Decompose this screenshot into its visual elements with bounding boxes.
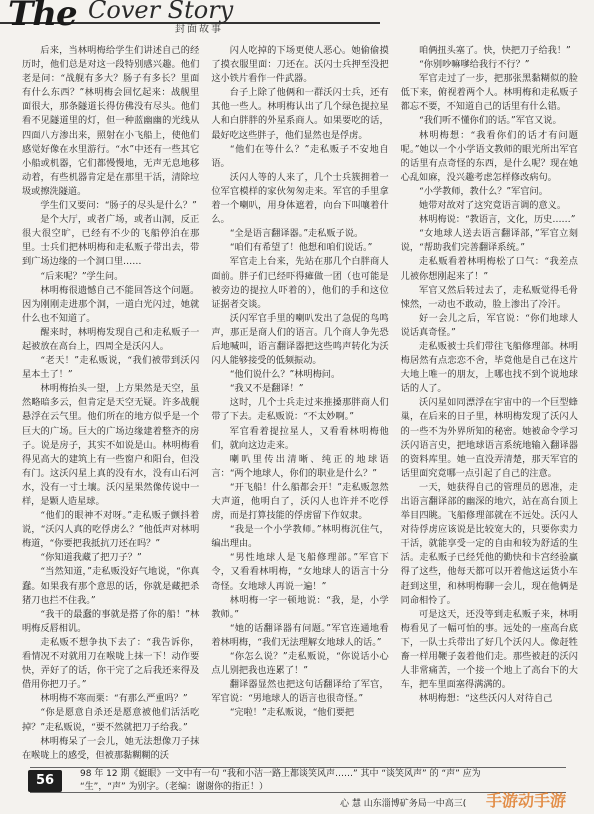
article-paragraph: 沃闪星如同漂浮在宇宙中的一个巨型蜂巢，在后来的日子里，林明梅发现了沃闪人的一些不为外界所知的秘密。她被命令学习沃闪语言史，把地球语言系统地输入翻译器的资料库里。她一直没弄清楚，那天军官的话里面究竟哪一点引起了自己的注意。 — [400, 397, 578, 479]
article-paragraph: “后来呢？”学生问。 — [40, 270, 124, 282]
article-paragraph: 走私贩不想争执下去了：“我告诉你，看情况不对就用刀在喉咙上抹一下！动作要快，弄好了的话，你干完了之后我还来得及借用你把刀子。” — [22, 636, 200, 691]
article-paragraph: “你是愿意自杀还是愿意被他们活活吃掉？”走私贩说，“要不然就把刀子给我。” — [22, 707, 200, 733]
article-paragraph: 可是这天，还没等到走私贩子来，林明梅看见了一幅可怕的事。远处的一座高台底下，一队士兵带出了好几个沃闪人。像赶牲畜一样用鞭子轰着他们走。那些被赶的沃闪人非常痛苦，一个接一个地上了高台下的大车，把车里面塞得满满的。 — [400, 608, 578, 691]
masthead-cover-story: Cover Story — [88, 0, 234, 24]
article-paragraph: 是个大厅，或者广场，或者山洞，反正很大很空旷，已经有不少的飞船停泊在那里。士兵们把林明梅和走私贩子带出去，带到广场边缘的一个洞口里…… — [22, 214, 200, 268]
article-paragraph: “完啦！”走私贩说，“他们要把 — [229, 707, 355, 719]
article-paragraph: 咱俩扭头塞了。快，快把刀子给我！” — [419, 45, 571, 56]
article-paragraph: “男性地球人是飞船修理部。”军官下令，又看看林明梅，“女地球人的语言十分奇怪。女地球人再说一遍！” — [211, 552, 389, 592]
article-paragraph: “小学教师，教什么？”军官问。 — [419, 185, 548, 197]
article-paragraph: 走私贩看着林明梅松了口气：“我差点儿被你想刚起来了！” — [400, 256, 578, 282]
footnote-line-2: “生”，“声” 为别字。（老编：谢谢你的指正！） — [80, 782, 269, 792]
article-paragraph: “你别吵嘛嗲给我行不行？” — [419, 59, 530, 71]
article-paragraph: 醒来时，林明梅发现自己和走私贩子一起被放在高台上，四周全是沃闪人。 — [22, 326, 200, 352]
article-column-2 — [211, 44, 388, 766]
article-paragraph: 林明梅想：“我看你们的话才有问题呢。”她以一个小学语文教师的眼光所出军官的话里有点奇怪的东西，是什么呢？现在她心乱如麻，没兴趣考虑怎样修改病句。 — [400, 129, 578, 183]
article-body — [22, 44, 578, 766]
article-paragraph: “你知道我藏了把刀子？” — [40, 552, 142, 564]
article-paragraph: “开飞船！什么船都会开！”走私贩忽然大声道，他明白了，沃闪人也许并不吃俘虏，而是打算技能的俘虏留下作奴隶。 — [211, 481, 389, 522]
article-column-3 — [401, 44, 578, 766]
footnote-author: 心 慧 山东淄博矿务局一中高三( — [340, 799, 467, 809]
article-paragraph: 沃闪人等的人来了，几个士兵簇拥着一位军官模样的家伙匆匆走来。军官的手里拿着一个喇叭，用身体遮着，向台下叫嚷着什么。 — [211, 171, 389, 226]
article-paragraph: “我干的最蠢的事就是搭了你的船！”林明梅反唇相讥。 — [22, 608, 200, 634]
masthead — [0, 0, 594, 44]
article-paragraph: 林明梅想：“这些沃闪人对待自己 — [419, 693, 553, 705]
article-paragraph: “他们在等什么？”走私贩子不安地自语。 — [211, 143, 389, 169]
article-paragraph: 喇叭里传出清晰、纯正的地球语言：“两个地球人，你们的职业是什么？” — [211, 453, 389, 479]
article-paragraph: “咱们有希望了！他想和咱们说话。” — [229, 242, 373, 254]
article-paragraph: 台子上除了他俩和一群沃闪士兵，还有其他一些人。林明梅认出了几个绿色提拉星人和白胖胖的外星系商人。如果要吃的话，最好吃这些胖子，他们显然也是俘虏。 — [211, 87, 389, 141]
article-paragraph: 军官走过了一步，把那张黑黏糊似的脸低下来，俯视着两个人。林明梅和走私贩子都忘不要，不知道自己的话里有什么错。 — [400, 73, 578, 113]
article-paragraph: 林明梅一字一顿地说：“我，是，小学教师。” — [211, 594, 389, 620]
article-paragraph: 林明梅抬头一望，上方果然是天空，虽然略暗多云，但肯定是天空无疑。许多战舰悬浮在云气里。他们所在的地方似乎是一个巨大的广场。巨大的广场边缘建着整齐的房子。说是房子，其实不如说是山。林明梅看得见高大的建筑上有一些窗户和阳台，但没有门。这沃闪星上真的没有水，没有山石河水，没有一寸土壤。沃闪星果然像传说中一样，是颗人造星球。 — [22, 383, 200, 507]
masthead-subtitle: 封面故事 — [175, 24, 223, 35]
article-paragraph: “当然知道，”走私贩没好气地说，“你真蠢。如果我有那个意思的话，你就是藏把杀猪刀也拦不住我。” — [22, 566, 200, 606]
article-paragraph: “女地球人送去语言翻译部，”军官立刻说，“帮助我们完善翻译系统。” — [400, 228, 578, 254]
article-paragraph: “她的话翻译器有问题。”军官连通地看着林明梅，“我们无法理解女地球人的话。” — [211, 622, 389, 648]
article-paragraph: 一天，她获得自己的管理员的恩准，走出语言翻译部的幽深的地穴，站在高台顶上举目四眺。飞船修理部就在不远处。沃闪人对待俘虏应该说是比较宽大的，只要你卖力干活，就能享受一定的自由和较为舒适的生活。走私贩子已经凭他的勤快和卡宫经验赢得了这些，他每天都可以开着他这运货小车赶到这里，和林明梅聊一会儿，现在他俩是同命相怜了。 — [400, 481, 578, 606]
article-paragraph: 林明梅呆了一会儿，她无法想像刀子抹在喉咙上的感受，但被那黏糊糊的沃 — [22, 735, 200, 761]
article-paragraph: “老天！”走私贩说，“我们被带到沃闪星本土了！” — [22, 355, 200, 381]
article-paragraph: 后来，当林明梅给学生们讲述自己的经历时，他们总是对这一段特别感兴趣。他们老是问：“战舰有多大？肠子有多长？里面有什么东西？”林明梅会回忆起来：战舰里面很大，那条隧道长得仿佛没有尽头。他们看不见隧道里的灯，但一种蓝幽幽的光线从四面八方渗出来，照射在小飞船上，使他们感觉好像在水里游行。“水”中还有一些其它小船或机器，它们都慢慢地，无声无息地移动着，有些机器肯定是在那里干活，清除垃圾或擦洗隧道。 — [22, 45, 200, 197]
article-paragraph: 闪人吃掉的下场更使人恶心。她偷偷摸了摸衣服里面：刀还在。沃闪士兵押至没把这小铁片看作一件武器。 — [211, 45, 389, 85]
article-paragraph: “全是语言翻译器。”走私贩子说。 — [229, 228, 364, 240]
page-number: 56 — [28, 770, 62, 792]
site-watermark: 手游动手游 — [486, 791, 567, 810]
article-paragraph: “我们听不懂你们的话。”军官又说。 — [419, 115, 562, 127]
article-paragraph: 沃闪军官手里的喇叭发出了急促的鸟鸣声，那正是商人们的语言。几个商人争先恐后地喊叫，语言翻译器把这些鸣声转化为沃闪人能够接受的低频振动。 — [211, 312, 389, 367]
article-paragraph: “他们的眼神不对呀。”走私贩子颤抖着说，“沃闪人真的吃俘虏么？”他低声对林明梅道，“你要把我抵抗刀还在吗？” — [22, 510, 200, 550]
article-paragraph: “我又不是翻译！” — [229, 383, 304, 395]
article-paragraph: 走私贩被士兵们带往飞船修理部。林明梅居然有点恋恋不舍，毕竟他是自己在这片大地上唯一的朋友，上哪也找不到个说地球话的人了。 — [400, 340, 578, 395]
article-paragraph: 林明梅说：“教语言，文化，历史……” — [419, 214, 576, 226]
footnote-line-1: 98 年 12 期《蜓眼》一文中有一句 “我和小洁一路上都谈笑风声……” 其中 “谈笑风声” 的 “声” 应为 — [80, 769, 481, 779]
article-paragraph: 好一会儿之后，军官说：“你们地球人说话真奇怪。” — [400, 312, 578, 338]
article-paragraph: “他们说什么？”林明梅问。 — [229, 369, 341, 381]
article-paragraph: “你怎么说？”走私贩说，“你说话小心点儿别把我也连累了！” — [211, 651, 389, 677]
article-paragraph: 林明梅很遗憾自己不能回答这个问题。因为刚刚走进那个洞，一道白光闪过，她就什么也不知道了。 — [22, 284, 200, 324]
article-paragraph: 这时，几个士兵走过来推搡那胖商人们带了下去。走私贩说：“不太妙啊。” — [211, 397, 389, 423]
article-column-1 — [22, 44, 199, 766]
article-paragraph: 翻译器显然也把这句话翻译给了军官，军官说：“男地球人的语言也很奇怪。” — [211, 679, 389, 705]
article-paragraph: 她带对故对了这究竟语言调的意义。 — [419, 200, 567, 212]
article-paragraph: 军官看着提拉星人，又看看林明梅他们，就向这边走来。 — [211, 425, 389, 451]
article-paragraph: 学生们又要问：“肠子的尽头是什么？” — [40, 200, 197, 212]
article-paragraph: 林明梅不寒而栗：“有那么严重吗？” — [40, 693, 188, 705]
article-paragraph: “我是一个小学教师。”林明梅沉住气，编出理由。 — [211, 524, 389, 550]
masthead-the: The — [8, 0, 77, 34]
article-paragraph: 军官走上台来，先站在那几个白胖商人面前。胖子们已经吓得瘫做一团（也可能是被旁边的提拉人吓着的），他们的手和这位证据者交谈。 — [211, 256, 389, 310]
article-paragraph: 军官又然后转过去了，走私贩觉得毛骨悚然，一动也不敢动，脸上渗出了冷汗。 — [400, 284, 578, 310]
